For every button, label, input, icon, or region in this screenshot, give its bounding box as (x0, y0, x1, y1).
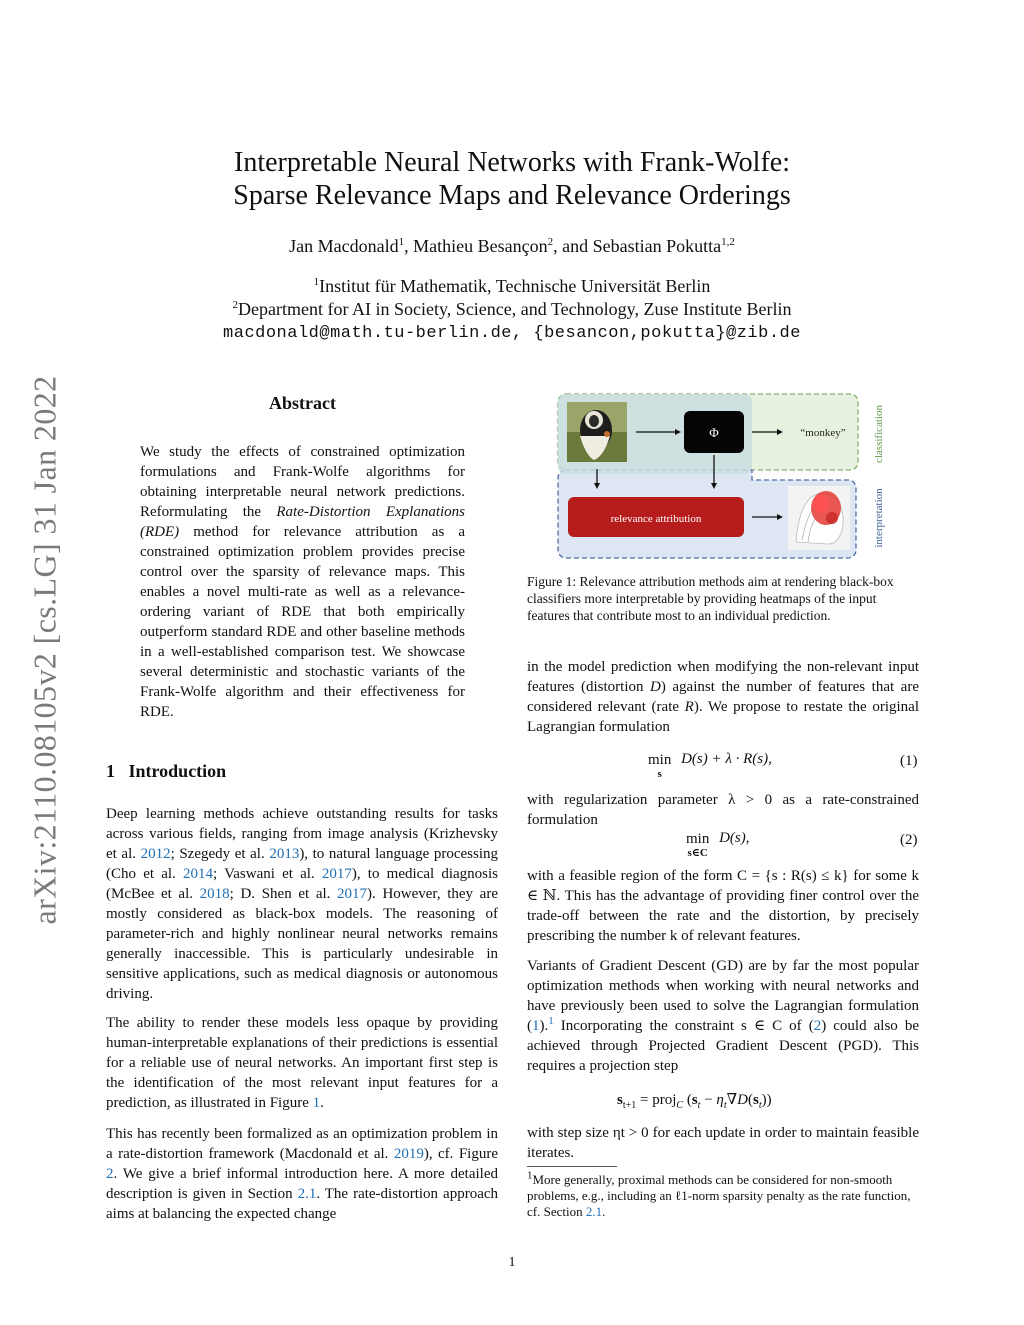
affil-2-mark: 2 (232, 299, 239, 311)
classification-side-label: classification (873, 404, 885, 464)
eq2-min-operator: min s∈C (686, 831, 710, 859)
citation-link[interactable]: 2013 (269, 846, 300, 862)
equation-3: $s_{t+1}$ = proj$_C$ $(s_t - \eta_t\nabla D(s_t))$ (617, 1092, 772, 1111)
right-paragraph-3: with a feasible region of the form C = {s : R(s) ≤ k} for some k ∈ ℕ. This has the advantage of providing finer control over the trade-off between the rate and the distortion, by precisely prescribing the number k of relevant features. (527, 868, 919, 944)
citation-link[interactable]: 2019 (393, 1146, 424, 1162)
author-2-affil: 2 (547, 236, 554, 248)
eq1-min-operator: min s (648, 752, 672, 780)
section-ref-link[interactable]: 2.1 (297, 1186, 317, 1202)
heatmap-image (788, 486, 850, 550)
footnote-ref-link[interactable]: 1 (548, 1015, 554, 1027)
author-list (0, 236, 1024, 257)
section-ref-link[interactable]: 2.1 (585, 1204, 603, 1219)
section-number: 1 (106, 761, 115, 781)
figure-ref-link[interactable]: 2 (106, 1166, 114, 1182)
paper-title (0, 146, 1024, 212)
citation-link[interactable]: 2017 (337, 886, 368, 902)
footnote-rule (527, 1166, 617, 1167)
eq2-body: D(s), (719, 830, 750, 846)
abstract-heading: Abstract (269, 393, 336, 413)
abstract-text-1: We study the effects of constrained optimization formulations and Frank-Wolfe algorithms for obtaining interpretable neural network predictions. Reformulating the (140, 444, 465, 520)
title-line-1: Interpretable Neural Networks with Frank-Wolfe: (234, 147, 790, 178)
relevance-attribution-label: relevance attribution (610, 513, 702, 525)
figure-1 (556, 392, 886, 562)
author-3: , and Sebastian Pokutta (553, 236, 722, 256)
math-R: R (684, 699, 694, 715)
intro-paragraph-2: The ability to render these models less opaque by providing human-interpretable explanations of their predictions is essential for a reliable use of neural networks. An important first step is the identification of the most relevant input features for a prediction, as illustrated in Figure 1. (106, 1015, 498, 1111)
author-3-affil: 1,2 (721, 236, 735, 248)
monkey-image (567, 402, 627, 462)
figure-1-caption: Figure 1: Relevance attribution methods aim at rendering black-box classifiers more interpretable by providing heatmaps of the input features that contribute most to an individual prediction. (527, 574, 894, 623)
intro-paragraph-3: This has recently been formalized as an optimization problem in a rate-distortion framework (Macdonald et al. 2019), cf. Figure 2. We give a brief informal introduction here. A more detailed description is given in Section 2.1. The rate-distortion approach aims at balancing the expected change (106, 1126, 499, 1222)
equation-ref-link[interactable]: 1 (532, 1018, 540, 1034)
output-label: “monkey” (800, 427, 846, 439)
author-1-affil: 1 (398, 236, 405, 248)
abstract-body (140, 442, 465, 722)
figure-1-diagram (556, 392, 886, 562)
math-D: D (650, 679, 661, 695)
citation-link[interactable]: 2018 (199, 886, 230, 902)
abstract-text-italic: Rate-Distortion Explanations (RDE) (140, 504, 465, 540)
equation-1 (648, 751, 772, 779)
right-paragraph-1: in the model prediction when modifying the non-relevant input features (distortion D) against the number of features that are considered relevant (rate R). We propose to restate the original Lagrangian formulation (527, 659, 919, 735)
arxiv-identifier[interactable]: arXiv:2110.08105v2 [cs.LG] 31 Jan 2022 (26, 375, 63, 925)
figure-ref-link[interactable]: 1 (312, 1095, 321, 1111)
equation-2-number: (2) (900, 832, 918, 848)
affiliations (0, 275, 1024, 345)
affil-1-mark: 1 (313, 276, 320, 288)
author-emails[interactable]: macdonald@math.tu-berlin.de, {besancon,pokutta}@zib.de (223, 324, 801, 343)
interpretation-side-label: interpretation (873, 488, 885, 548)
right-paragraph-2: with regularization parameter λ > 0 as a rate-constrained formulation (527, 792, 919, 828)
eq1-body: D(s) + λ · R(s), (681, 751, 772, 767)
section-heading-introduction (106, 761, 498, 782)
footnote-mark: 1 (527, 1169, 533, 1182)
abstract-text-2: method for relevance attribution as a constrained optimization problem provides precise control over the sparsity of relevance maps. This enables a novel multi-rate as well as a relevance-ordering variant of RDE that both empirically outperform standard RDE and other baseline methods in a well-established comparison test. We showcase several deterministic and stochastic variants of the Frank-Wolfe algorithm and their effectiveness for RDE. (140, 524, 465, 720)
phi-label: Φ (709, 425, 719, 440)
affil-2-text: Department for AI in Society, Science, and Technology, Zuse Institute Berlin (238, 299, 792, 319)
right-paragraph-4: Variants of Gradient Descent (GD) are by far the most popular optimization methods when working with neural networks and have previously been used to solve the Lagrangian formulation (1).$^1$ Incorporating the constraint s ∈ C of (2) could also be achieved through Projected Gradient Descent (PGD). This requires a projection step (527, 958, 919, 1074)
arxiv-stamp (20, 350, 70, 950)
equation-1-number: (1) (900, 753, 918, 769)
right-paragraph-5: with step size ηt > 0 for each update in order to maintain feasible iterates. (527, 1125, 919, 1161)
intro-paragraph-1: Deep learning methods achieve outstanding results for tasks across various fields, ranging from image analysis (Krizhevsky et al. 2012; Szegedy et al. 2013), to natural language processing (Cho et al. 2014; Vaswani et al. 2017), to medical diagnosis (McBee et al. 2018; D. Shen et al. 2017). However, they are mostly considered as black-box models. The reasoning of parameter-rich and highly nonlinear neural networks remains generally inaccessible. This is particularly undesirable in sensitive applications, such as medical diagnosis or autonomous driving. (106, 806, 499, 1002)
equation-ref-link[interactable]: 2 (813, 1018, 822, 1034)
section-title: Introduction (128, 761, 227, 781)
affil-1-text: Institut für Mathematik, Technische Universität Berlin (319, 276, 711, 296)
author-2: , Mathieu Besançon (404, 236, 548, 256)
citation-link[interactable]: 2014 (182, 866, 213, 882)
page-number: 1 (508, 1255, 516, 1270)
affiliation-2 (0, 298, 1024, 321)
author-1: Jan Macdonald (289, 236, 399, 256)
citation-link[interactable]: 2012 (140, 846, 171, 862)
citation-link[interactable]: 2017 (321, 866, 352, 882)
equation-2 (686, 830, 750, 858)
footnote-1: $^1$More generally, proximal methods can be considered for non-smooth problems, e.g., including an ℓ1-norm sparsity penalty as the rate function, cf. Section 2.1. (527, 1169, 911, 1219)
title-line-2: Sparse Relevance Maps and Relevance Orderings (233, 180, 791, 211)
affiliation-1 (0, 275, 1024, 298)
